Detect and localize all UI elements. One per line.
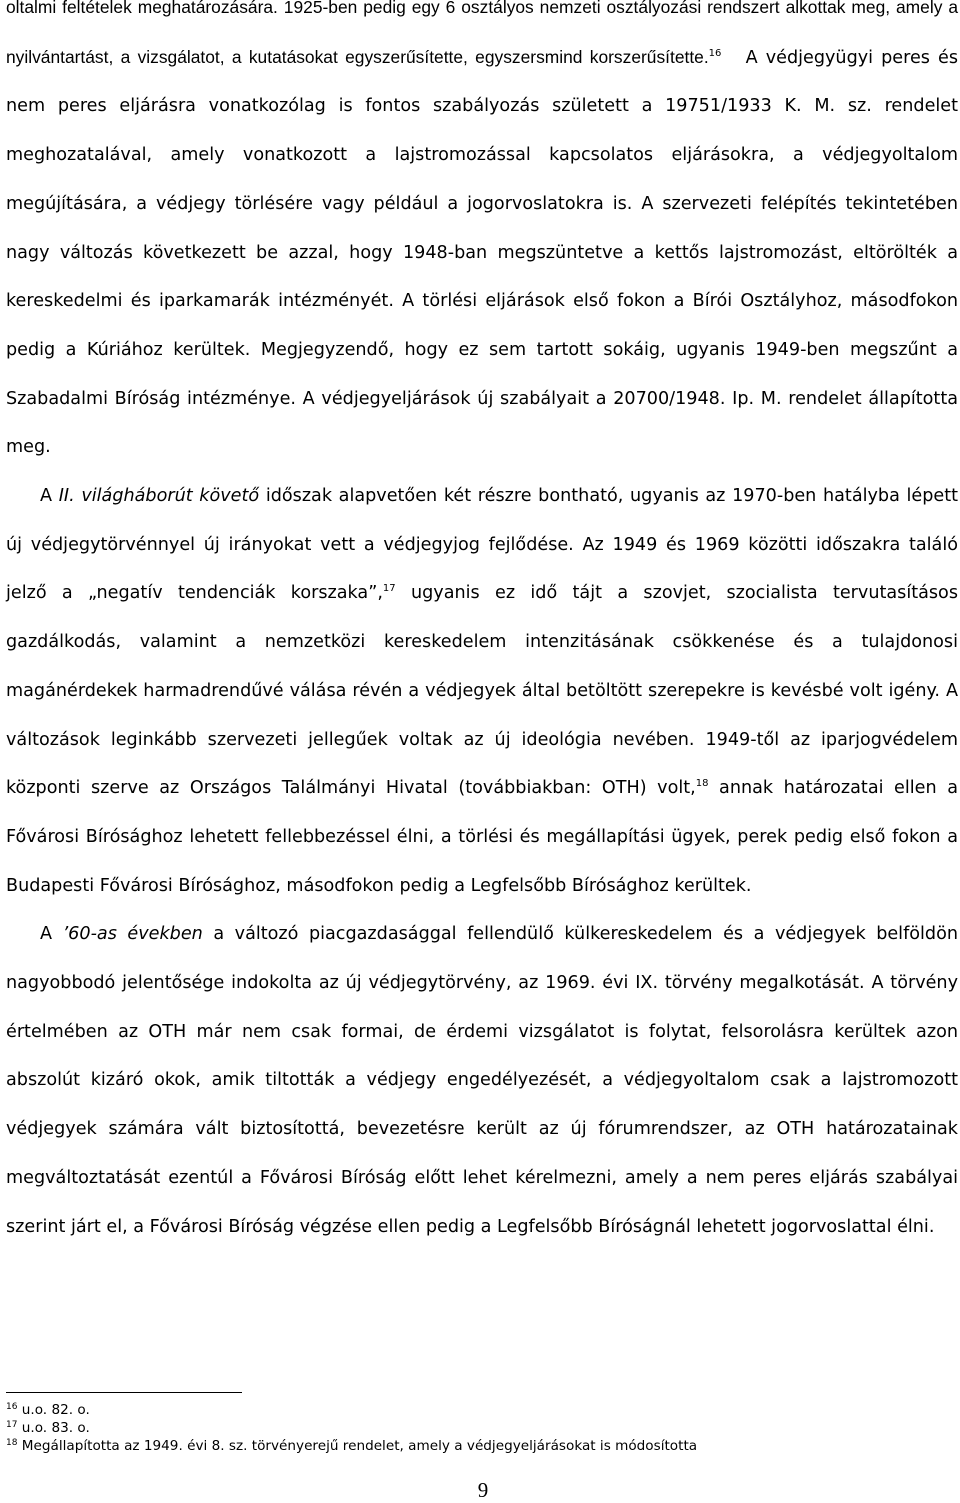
- paragraph-3-emphasis: ’60-as években: [62, 924, 203, 945]
- paragraph-2-text-a: időszak alapvetően két részre bontható, ugyanis az 1970-ben hatályba lépett új védjegytörvénnyel új irányokat vett a védjegyjog fejlődése. Az 1949 és 1969 közötti időszakra találó jelző a „negatív tendenciák korszaka”,: [6, 486, 959, 604]
- footnote-ref-16[interactable]: 16: [708, 47, 722, 59]
- footnote-ref-18[interactable]: 18: [695, 778, 709, 790]
- paragraph-2-emphasis: II. világháborút követő: [58, 486, 260, 507]
- footnote-number: 16: [6, 1402, 18, 1412]
- footnote-16: [6, 1401, 958, 1419]
- paragraph-2: [6, 472, 958, 910]
- paragraph-1-text-a: oltalmi feltételek meghatározására. 1925-ben pedig egy 6 osztályos nemzeti osztályozási rendszert alkottak meg, amely a nyilvántartást, a vizsgálatot, a kutatásokat egyszerűsítette, egyszersmind korszerűsítette.: [6, 0, 958, 67]
- paragraph-2-text-b: ugyanis ez idő tájt a szovjet, szocialista tervutasításos gazdálkodás, valamint a nemzetközi kereskedelem intenzitásának csökkenése és a tulajdonosi magánérdekek harmadrendűvé válása révén a védjegyek által betöltött szerepekre is kevésbé volt igény. A változások leginkább szervezeti jellegűek voltak az új ideológia nevében. 1949-től az iparjogvédelem központi szerve az Országos Találmányi Hivatal (továbbiakban: OTH) volt,: [6, 583, 958, 799]
- footnote-text: Megállapította az 1949. évi 8. sz. törvényerejű rendelet, amely a védjegyeljárásokat is módosította: [21, 1438, 698, 1454]
- paragraph-3-lead: A: [40, 924, 53, 945]
- footnote-number: 17: [6, 1420, 18, 1430]
- paragraph-2-lead: A: [40, 486, 53, 507]
- body-text: [6, 0, 958, 1251]
- footnote-17: [6, 1419, 958, 1437]
- paragraph-1-text-c: rendelet meghozatalával, amely vonatkozott a lajstromozással kapcsolatos eljárásokra, a védjegyoltalom megújítására, a védjegy törlésére vagy például a jogorvoslatokra is. A szervezeti felépítés tekintetében nagy változás következett be azzal, hogy 1948-ban megszüntetve a kettős lajstromozást, eltörölték a kereskedelmi és iparkamarák intézményét. A törlési eljárások első fokon a Bírói Osztályhoz, másodfokon pedig a Kúriához kerültek. Megjegyzendő, hogy ez sem tartott sokáig, ugyanis 1949-ben megszűnt a Szabadalmi Bíróság intézménye. A védjegyeljárások új szabályait a 20700/1948. Ip. M. rendelet állapította meg.: [6, 96, 959, 458]
- paragraph-2-text-c: annak határozatai ellen a Fővárosi Bírósághoz lehetett fellebbezéssel élni, a törlési és megállapítási ügyek, perek pedig első fokon a Budapesti Fővárosi Bírósághoz, másodfokon pedig a Legfelsőbb Bírósághoz kerültek.: [6, 778, 958, 896]
- paragraph-3: [6, 910, 958, 1251]
- footnotes: [6, 1401, 958, 1455]
- paragraph-1: [6, 0, 958, 472]
- footnote-ref-17[interactable]: 17: [382, 583, 396, 595]
- footnote-text: u.o. 83. o.: [21, 1420, 90, 1436]
- footnote-text: u.o. 82. o.: [21, 1402, 90, 1418]
- page-number: 9: [477, 1478, 489, 1502]
- footnote-separator: [6, 1392, 242, 1393]
- footnote-number: 18: [6, 1438, 18, 1448]
- document-page: [6, 0, 960, 1503]
- footnote-18: [6, 1437, 958, 1455]
- paragraph-3-text-a: a változó piacgazdasággal fellendülő külkereskedelem és a védjegyek belföldön nagyobbodó jelentősége indokolta az új védjegytörvény, az 1969. évi IX. törvény megalkotását. A törvény értelmében az OTH már nem csak formai, de érdemi vizsgálatot is folytat, felsorolásra kerültek azon abszolút kizáró okok, amik tiltották a védjegy engedélyezését, a védjegyoltalom csak a lajstromozott védjegyek számára vált biztosítottá, bevezetésre került az új fórumrendszer, az OTH határozatainak megváltoztatását ezentúl a Fővárosi Bíróság előtt lehet kérelmezni, amely a nem peres eljárás szabályai szerint járt el, a Fővárosi Bíróság végzése ellen pedig a Legfelsőbb Bíróságnál lehetett jogorvoslattal élni.: [6, 924, 959, 1237]
- paragraph-1-text-b: A védjegyügyi peres és nem peres eljárásra vonatkozólag is fontos szabályozás született a 19751/1933 K. M. sz.: [6, 47, 959, 117]
